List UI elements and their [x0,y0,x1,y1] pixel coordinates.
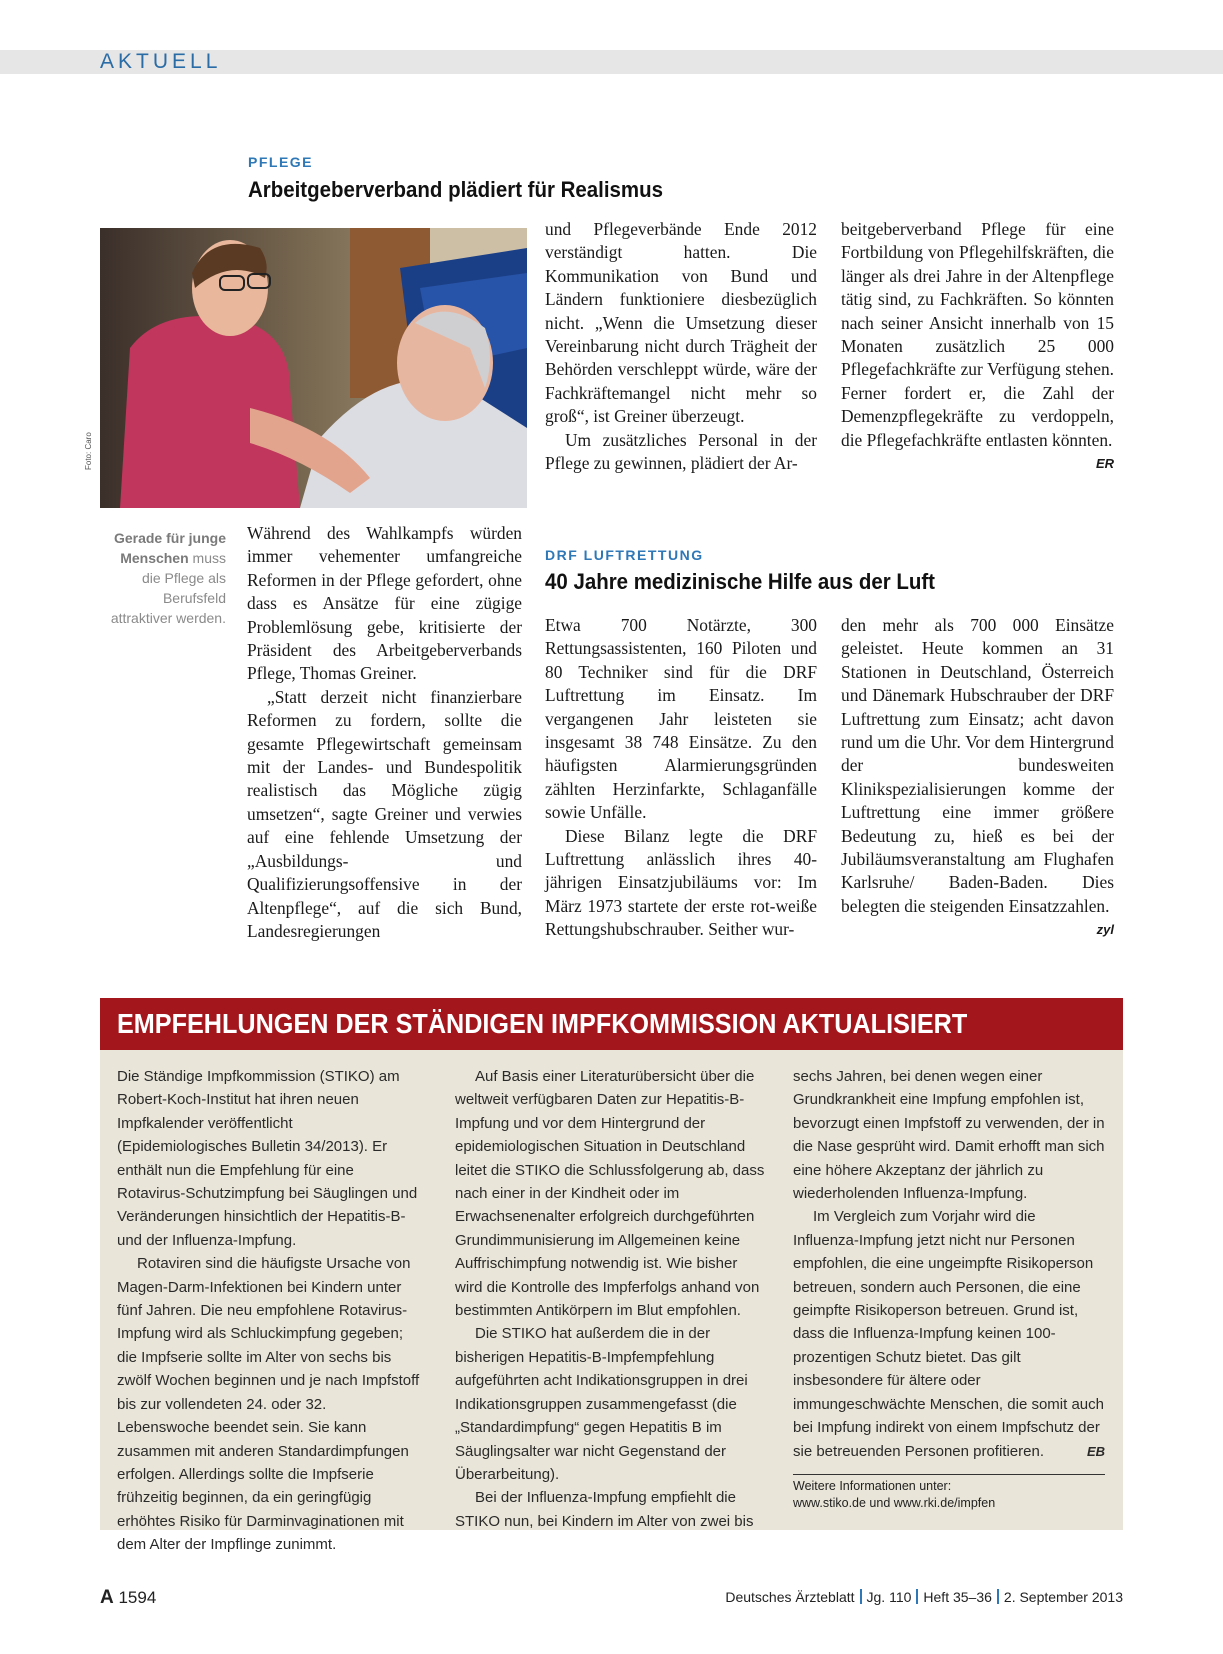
paragraph-text: den mehr als 700 000 Einsätze geleistet. Heute kommen an 31 Stationen in Deutschland, Österreich und Dänemark Hubschrauber der DRF Luftrettung zum Einsatz; acht davon rund um die Uhr. Vor dem Hintergrund der bundesweiten Klinikspezialisierungen komme der Luftrettung eine immer größere Bedeutung zu, hieß es bei der Jubiläumsveranstaltung am Flughafen Karlsruhe/ Baden-Baden. Dies belegten die steigenden Einsatzzahlen. [841,615,1114,916]
author-signature: ER [1095,456,1114,472]
page-number-value: 1594 [118,1588,157,1607]
journal-volume: Jg. 110 [866,1589,912,1605]
box-column-3 [793,1065,1105,1463]
paragraph: Während des Wahlkampfs würden immer vehementer umfangreiche Reformen in der Pflege gefordert, ohne dass es Ansätze für eine zügige Problemlösung gebe, kritisierte der Präsident des Arbeitgeberverbands Pflege, Thomas Greiner. [247,523,522,684]
paragraph: Die STIKO hat außerdem die in der bisherigen Hepatitis-B-Impfempfehlung aufgeführten acht Indikationsgruppen in drei Indikationsgruppen zusammengefasst (die „Standardimpfung“ gegen Hepatitis B im Säuglingsalter war nicht Gegenstand der Überarbeitung). [455,1325,748,1483]
paragraph-text: Im Vergleich zum Vorjahr wird die Influenza-Impfung jetzt nicht nur Personen empfohlen, die eine ungeimpfte Risikoperson betreuen, sondern auch Personen, die eine geimpfte Risikoperson betreuen. Grund ist, dass die Influenza-Impfung keinen 100-prozentigen Schutz bietet. Das gilt insbesondere für ältere oder immungeschwächte Menschen, die somit auch bei Impfung indirekt von einem Impfschutz der sie betreuenden Personen profitieren. [793,1208,1104,1460]
caption-text: muss die Pflege als Berufsfeld attraktiver werden. [110,550,226,626]
paragraph: „Statt derzeit nicht finanzierbare Reformen zu fordern, sollte die gesamte Pflegewirtschaft gemeinsam mit der Landes- und Bundespolitik realistisch das Mögliche zügig umsetzen“, sagte Greiner und verwies auf eine fehlende Umsetzung der „Ausbildungs- und Qualifizierungsoffensive in der Altenpflege“, auf die sich Bund, Landesregierungen [247,686,522,941]
journal-issue: Heft 35–36 [923,1589,992,1605]
paragraph [841,218,1114,472]
photo-credit: Foto: Caro [84,432,93,470]
paragraph [793,1205,1105,1462]
caption-emphasis: Gerade für junge Menschen [113,530,226,566]
paragraph: sechs Jahren, bei denen wegen einer Grundkrankheit eine Impfung empfohlen ist, bevorzugt einen Impfstoff zu verwenden, der in die Nase gesprüht wird. Damit erhofft man sich eine höhere Akzeptanz der jährlich zu wiederholenden Influenza-Impfung. [793,1068,1105,1203]
article2-kicker: DRF LUFTRETTUNG [545,547,704,563]
separator [997,1589,999,1604]
more-info [793,1478,1113,1512]
paragraph: Diese Bilanz legte die DRF Luftrettung anlässlich ihres 40-jährigen Einsatzjubiläums vor: Im März 1973 startete der erste rot-weiße Rettungshubschrauber. Seither wur- [545,825,817,940]
article1-kicker: PFLEGE [248,154,314,170]
article1-column-3 [841,218,1114,475]
paragraph: Etwa 700 Notärzte, 300 Rettungsassistenten, 160 Piloten und 80 Techniker sind für die DRF Luftrettung im Einsatz. Im vergangenen Jahr leisteten sie insgesamt 38 748 Einsätze. Zu den häufigsten Alarmierungsgründen zählten Herzinfarkte, Schlaganfälle sowie Unfälle. [545,615,817,823]
article1-title: Arbeitgeberverband plädiert für Realismus [248,177,663,202]
photo-caption [100,528,226,628]
separator [860,1589,862,1604]
paragraph [841,614,1114,938]
paragraph-text: beitgeberverband Pflege für eine Fortbildung von Pflegehilfskräften, die länger als drei Jahre in der Altenpflege tätig sind, zu Fachkräften. So könnten nach seiner Ansicht innerhalb von 15 Monaten zusätzlich 25 000 Pflegefachkräfte zur Verfügung stehen. Ferner fordert er, die Zahl der Demenzpflegekräfte zu verdoppeln, die Pflegefachkräfte entlasten könnten. [841,219,1114,450]
more-info-links: www.stiko.de und www.rki.de/impfen [793,1496,996,1510]
article1-column-1 [247,522,522,943]
paragraph: Bei der Influenza-Impfung empfiehlt die STIKO nun, bei Kindern im Alter von zwei bis [455,1489,754,1530]
more-info-label: Weitere Informationen unter: [793,1479,952,1493]
article2-title: 40 Jahre medizinische Hilfe aus der Luft [545,569,936,594]
divider [793,1474,1105,1475]
box-column-2 [455,1065,765,1533]
journal-name: Deutsches Ärzteblatt [725,1589,855,1605]
page-number [100,1587,156,1609]
article-photo [100,228,527,508]
box-column-1 [117,1065,422,1557]
paragraph: Auf Basis einer Literaturübersicht über die weltweit verfügbaren Daten zur Hepatitis-B-Impfung und vor dem Hintergrund der epidemiologischen Situation in Deutschland leitet die STIKO die Schlussfolgerung ab, dass nach einer in der Kindheit oder im Erwachsenenalter erfolgreich durchgeführten Grundimmunisierung im Allgemeinen keine Auffrischimpfung notwendig ist. Wie bisher wird die Kontrolle des Impferfolgs anhand von bestimmten Antikörpern im Blut empfohlen. [455,1068,765,1320]
journal-date: 2. September 2013 [1003,1589,1123,1605]
paragraph: Rotaviren sind die häufigste Ursache von Magen-Darm-Infektionen bei Kindern unter fünf Jahren. Die neu empfohlene Rotavirus-Impfung wird als Schluckimpfung gegeben; die Impfserie sollte im Alter von sechs bis zwölf Wochen beginnen und je nach Impfstoff bis zur vollendeten 24. oder 32. Lebenswoche beendet sein. Sie kann zusammen mit anderen Standardimpfungen erfolgen. Allerdings sollte die Impfserie frühzeitig beginnen, da ein geringfügig erhöhtes Risiko für Darminvaginationen mit dem Alter der Impflinge zunimmt. [117,1255,420,1554]
paragraph: Die Ständige Impfkommission (STIKO) am Robert-Koch-Institut hat ihren neuen Impfkalender veröffentlicht (Epidemiologisches Bulletin 34/2013). Er enthält nun die Empfehlung für eine Rotavirus-Schutzimpfung bei Säuglingen und Veränderungen hinsichtlich der Hepatitis-B- und der Influenza-Impfung. [117,1068,418,1249]
article1-column-2 [545,218,817,475]
section-label: AKTUELL [100,50,222,73]
journal-info [725,1589,1123,1605]
author-signature: EB [1086,1443,1105,1459]
article2-column-2 [841,614,1114,942]
page-prefix: A [100,1587,114,1608]
paragraph: Um zusätzliches Personal in der Pflege zu gewinnen, plädiert der Ar- [545,429,817,474]
nurse-patient-photo [100,228,527,508]
separator [916,1589,918,1604]
article2-column-1 [545,614,817,942]
info-box-title: EMPFEHLUNGEN DER STÄNDIGEN IMPFKOMMISSION AKTUALISIERT [117,1008,968,1039]
paragraph: und Pflegeverbände Ende 2012 verständigt hatten. Die Kommunikation von Bund und Ländern funktioniere diesbezüglich nicht. „Wenn die Umsetzung dieser Vereinbarung nicht durch Trägheit der Behörden verschleppt würde, wäre der Fachkräftemangel nicht mehr so groß“, ist Greiner überzeugt. [545,219,817,427]
author-signature: zyl [1096,922,1114,938]
